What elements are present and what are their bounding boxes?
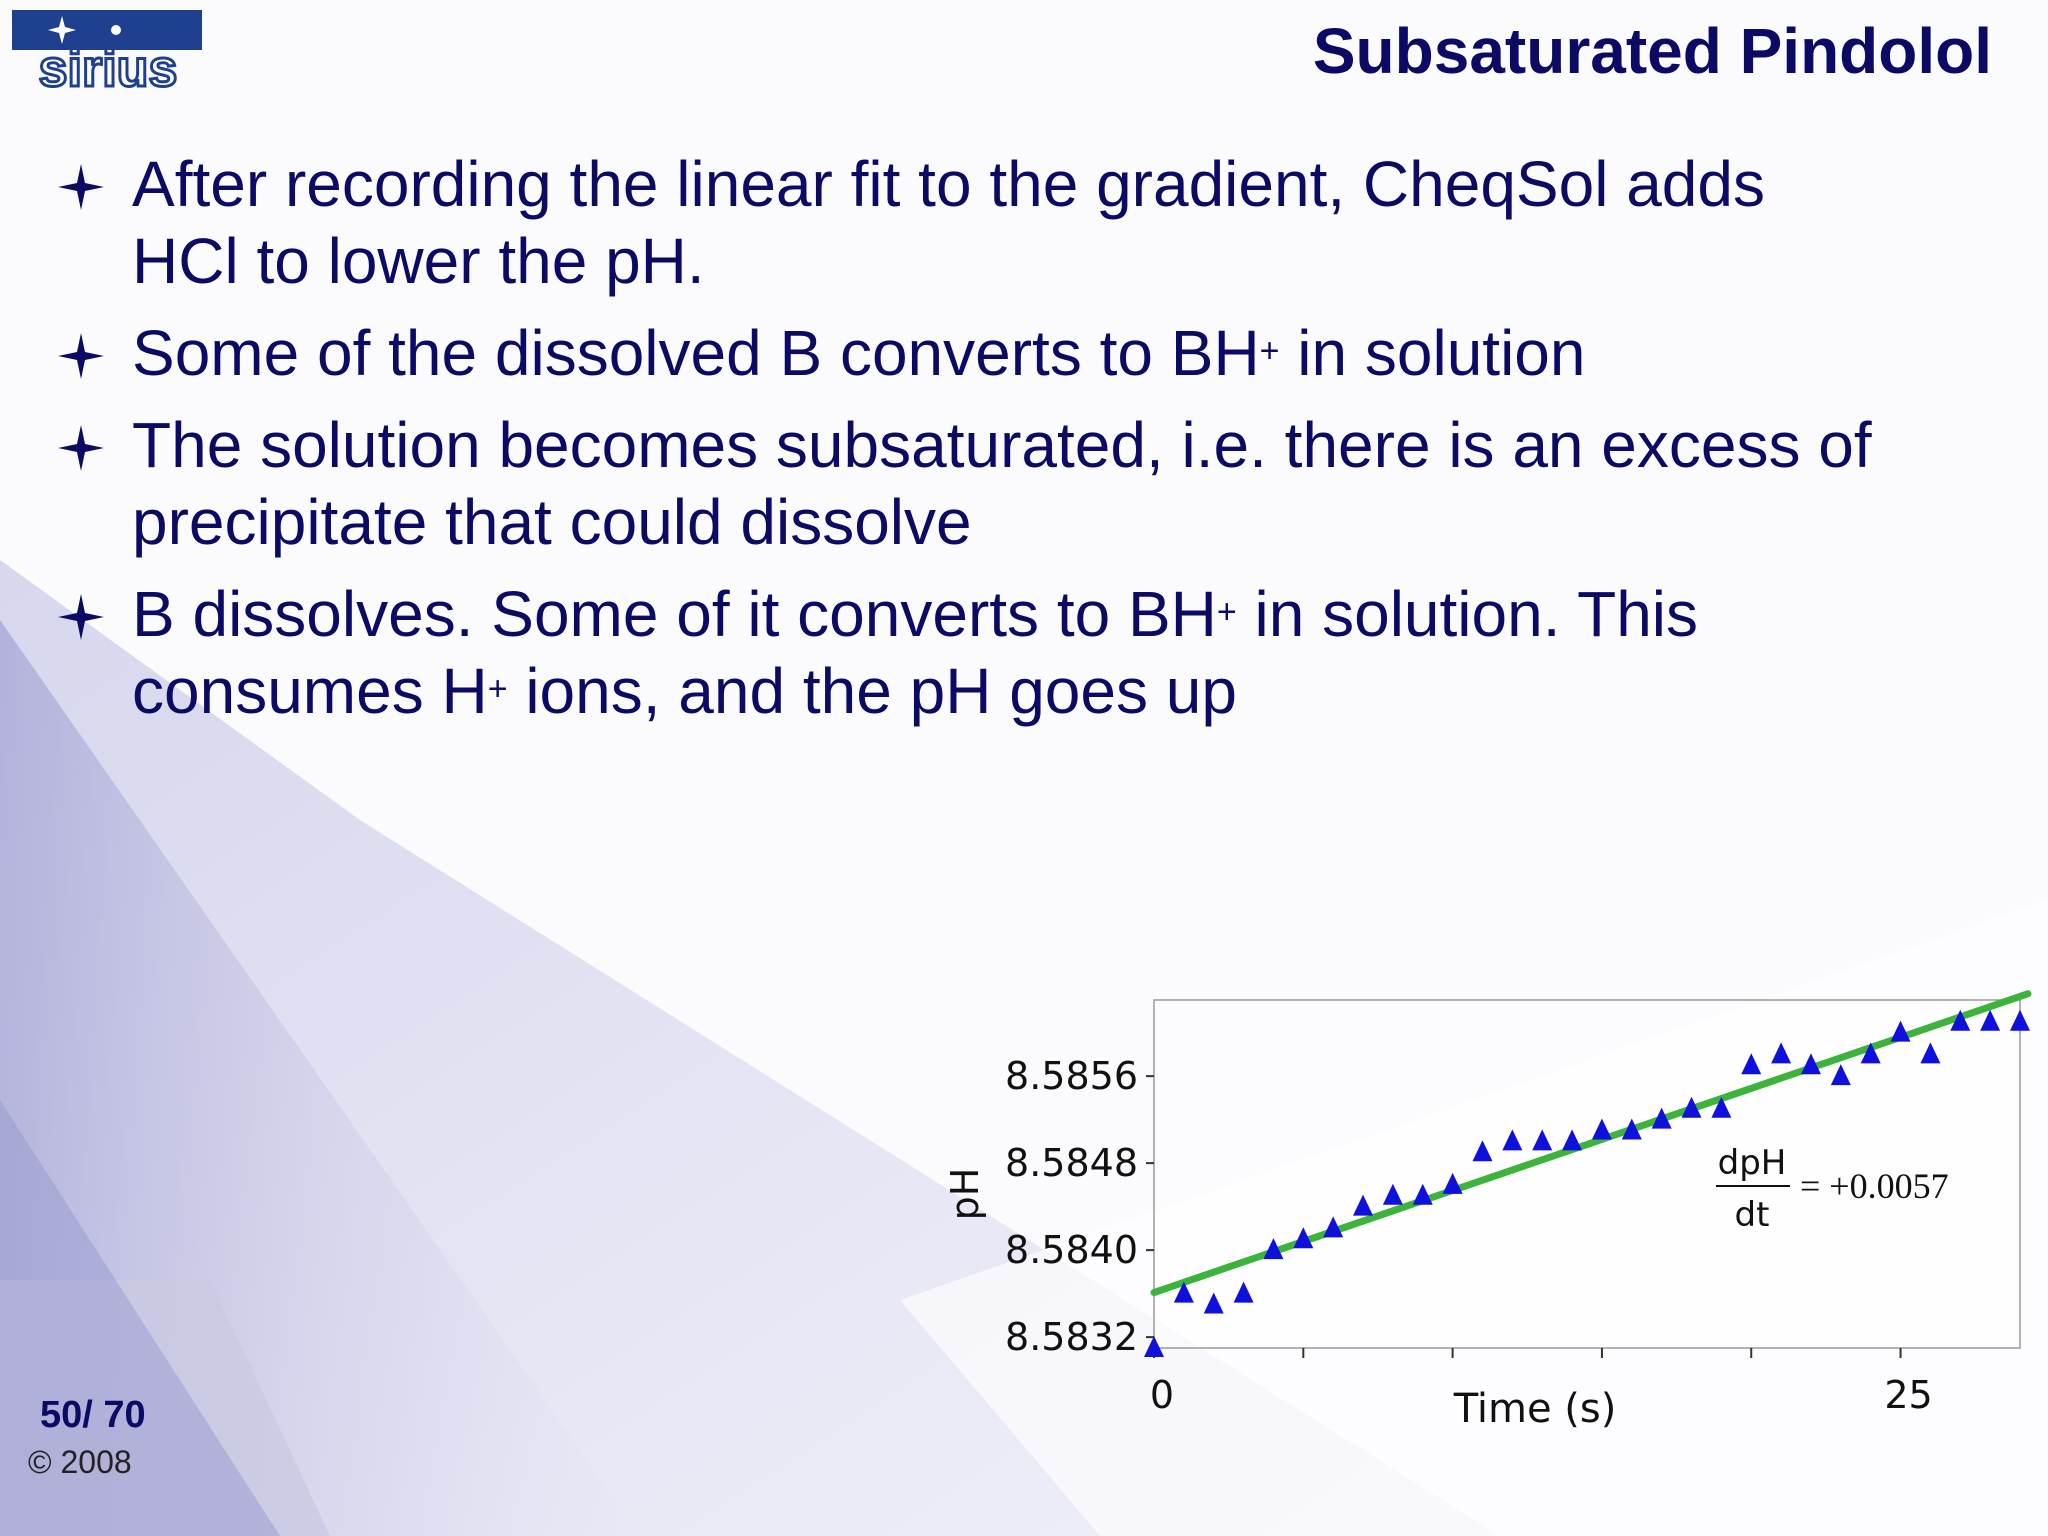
x-tick-label: 0 — [1149, 1373, 1175, 1417]
four-point-star-icon — [58, 425, 104, 471]
bullet-item — [56, 315, 2016, 392]
bullet-line: precipitate that could dissolve — [132, 486, 972, 558]
y-tick-label: 8.5856 — [1005, 1054, 1138, 1099]
copyright: © 2008 — [28, 1444, 132, 1480]
x-axis-label: Time (s) — [1453, 1386, 1617, 1432]
slope-numerator: dpH — [1717, 1143, 1787, 1183]
bullet-line: HCl to lower the pH. — [132, 225, 705, 297]
sirius-logo — [12, 10, 204, 90]
svg-text:sirius: sirius — [38, 40, 178, 90]
y-tick-label: 8.5840 — [1005, 1228, 1138, 1273]
four-point-star-icon — [58, 333, 104, 379]
page-current: 50 — [40, 1394, 83, 1436]
four-point-star-icon — [58, 594, 104, 640]
bullet-line: consumes H+ ions, and the pH goes up — [132, 655, 1237, 727]
ph-time-chart — [930, 980, 2040, 1460]
slide-title: Subsaturated Pindolol — [1312, 15, 1992, 87]
bullet-line: B dissolves. Some of it converts to BH+ in solution. This — [132, 578, 1699, 650]
bullet-list — [56, 146, 2016, 745]
x-tick-label: 25 — [1884, 1373, 1933, 1417]
slope-value: = +0.0057 — [1800, 1166, 1949, 1206]
page-separator: / — [82, 1394, 93, 1436]
bullet-item — [56, 576, 2016, 730]
bullet-item — [56, 407, 2016, 561]
page-total: 70 — [103, 1394, 146, 1436]
four-point-star-icon — [58, 164, 104, 210]
bullet-item — [56, 146, 2016, 300]
bullet-line: Some of the dissolved B converts to BH+ in solution — [132, 317, 1586, 389]
page-number — [40, 1394, 146, 1437]
y-axis-label: pH — [943, 1167, 987, 1221]
bullet-line: The solution becomes subsaturated, i.e. there is an excess of — [132, 409, 1872, 481]
y-tick-label: 8.5848 — [1005, 1141, 1138, 1186]
y-tick-label: 8.5832 — [1005, 1315, 1138, 1360]
slope-denominator: dt — [1734, 1195, 1770, 1235]
bullet-line: After recording the linear fit to the gradient, CheqSol adds — [132, 148, 1765, 220]
